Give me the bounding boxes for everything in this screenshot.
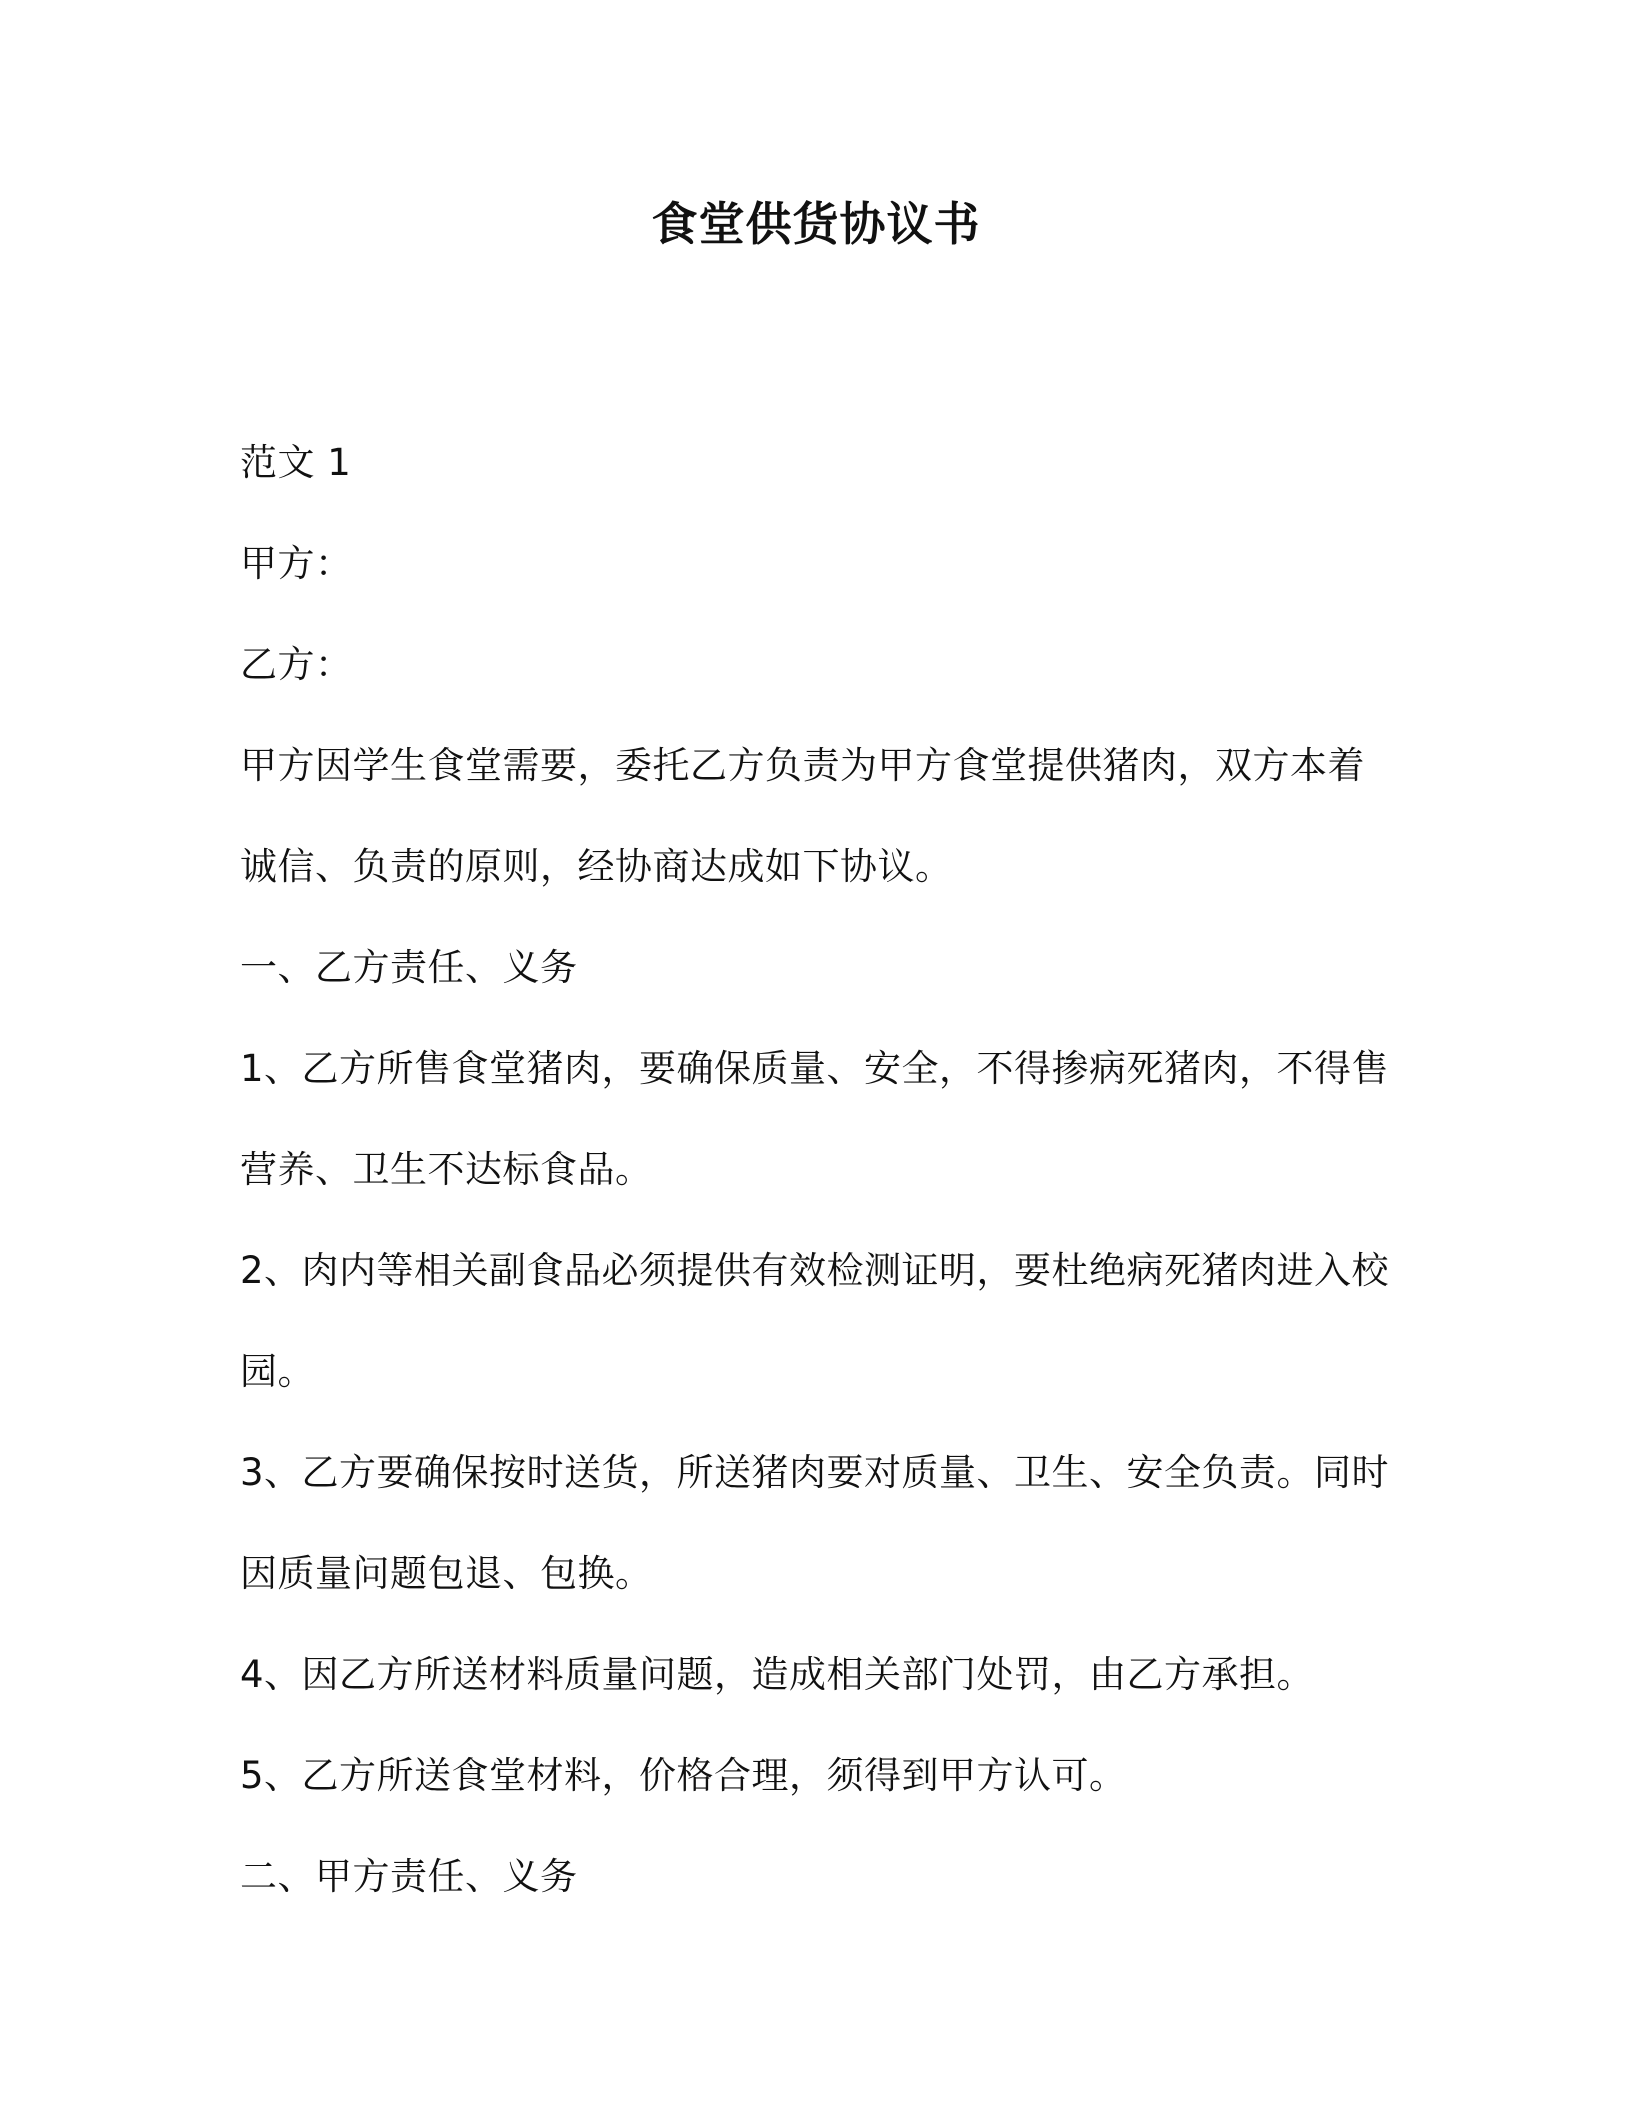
clause-3-line-2: 因质量问题包退、包换。	[240, 1552, 653, 1595]
section-heading-2: 二、甲方责任、义务	[240, 1855, 578, 1898]
document-body	[240, 412, 1390, 1927]
clause-4: 4、因乙方所送材料质量问题，造成相关部门处罚，由乙方承担。	[240, 1653, 1315, 1696]
intro-paragraph-line-1: 甲方因学生食堂需要，委托乙方负责为甲方食堂提供猪肉，双方本着	[240, 744, 1365, 787]
clause-3-line-1: 3、乙方要确保按时送货，所送猪肉要对质量、卫生、安全负责。同时	[240, 1451, 1390, 1494]
clause-2-line-1: 2、肉内等相关副食品必须提供有效检测证明，要杜绝病死猪肉进入校	[240, 1249, 1390, 1292]
party-b-line: 乙方：	[240, 643, 353, 686]
clause-1-line-2: 营养、卫生不达标食品。	[240, 1148, 653, 1191]
party-a-line: 甲方：	[240, 542, 353, 585]
section-heading-1: 一、乙方责任、义务	[240, 946, 578, 989]
sample-label: 范文 1	[240, 441, 352, 484]
document-title: 食堂供货协议书	[651, 197, 981, 251]
intro-paragraph-line-2: 诚信、负责的原则，经协商达成如下协议。	[240, 845, 953, 888]
clause-5: 5、乙方所送食堂材料，价格合理，须得到甲方认可。	[240, 1754, 1127, 1797]
clause-1-line-1: 1、乙方所售食堂猪肉，要确保质量、安全，不得掺病死猪肉，不得售	[240, 1047, 1390, 1090]
clause-2-line-2: 园。	[240, 1350, 315, 1393]
